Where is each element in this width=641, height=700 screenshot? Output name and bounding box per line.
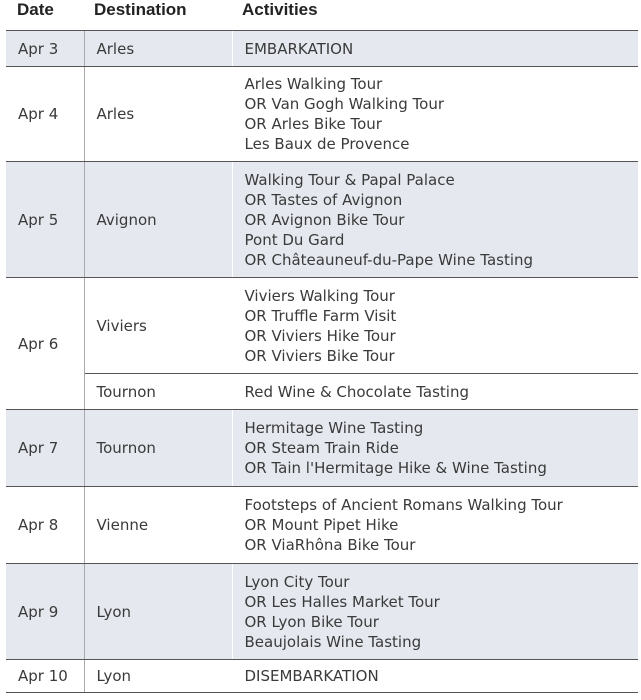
activity-item: OR Van Gogh Walking Tour [244, 95, 445, 113]
activity-item: OR Steam Train Ride [244, 439, 399, 457]
activities-cell [232, 410, 638, 487]
activities-cell [232, 67, 638, 162]
destination-column-header: Destination [84, 0, 232, 31]
itinerary-table [6, 0, 638, 693]
destination-cell: Lyon [84, 564, 232, 660]
date-cell: Apr 8 [6, 487, 84, 564]
table-row [6, 31, 638, 67]
table-row [6, 374, 638, 410]
date-cell: Apr 7 [6, 410, 84, 487]
activities-cell [232, 487, 638, 564]
activity-item: Footsteps of Ancient Romans Walking Tour [244, 496, 563, 514]
activity-item: OR Lyon Bike Tour [244, 612, 379, 631]
activity-item: OR Les Halles Market Tour [244, 592, 440, 611]
table-row [6, 564, 638, 660]
activity-item: OR Viviers Bike Tour [244, 346, 395, 365]
destination-cell: Vienne [84, 487, 232, 564]
destination-cell: Arles [84, 67, 232, 162]
table-row [6, 162, 638, 278]
activity-item: OR Avignon Bike Tour [244, 210, 405, 229]
activity-item: OR Arles Bike Tour [244, 115, 382, 133]
activity-item: Walking Tour & Papal Palace [244, 170, 455, 189]
activities-cell [232, 31, 638, 67]
activity-item: OR Tastes of Avignon [244, 190, 403, 209]
date-cell: Apr 3 [6, 31, 84, 67]
activity-item: Red Wine & Chocolate Tasting [244, 382, 469, 401]
destination-cell: Arles [84, 31, 232, 67]
activity-item: OR Truffle Farm Visit [244, 306, 397, 325]
activity-item: Hermitage Wine Tasting [244, 419, 424, 437]
destination-cell: Tournon [84, 410, 232, 487]
table-row [6, 410, 638, 487]
activity-item: OR Tain l'Hermitage Hike & Wine Tasting [244, 459, 547, 477]
activity-item: Lyon City Tour [244, 572, 350, 591]
activities-cell [232, 660, 638, 693]
activity-item: OR ViaRhôna Bike Tour [244, 536, 416, 554]
destination-cell: Lyon [84, 660, 232, 693]
date-cell: Apr 10 [6, 660, 84, 693]
activities-column-header: Activities [232, 0, 638, 31]
date-cell: Apr 4 [6, 67, 84, 162]
activity-item: DISEMBARKATION [244, 667, 379, 685]
activity-item: Pont Du Gard [244, 230, 345, 249]
activity-item: Viviers Walking Tour [244, 286, 395, 305]
activities-cell [232, 374, 638, 410]
activity-item: OR Châteauneuf-du-Pape Wine Tasting [244, 250, 534, 269]
table-row [6, 660, 638, 693]
header-row [6, 0, 638, 31]
destination-cell: Viviers [84, 278, 232, 374]
activity-item: EMBARKATION [244, 39, 354, 58]
table-row [6, 278, 638, 374]
activity-item: OR Viviers Hike Tour [244, 326, 396, 345]
activity-item: Beaujolais Wine Tasting [244, 632, 422, 651]
table-row [6, 67, 638, 162]
activity-item: OR Mount Pipet Hike [244, 516, 399, 534]
activity-item: Arles Walking Tour [244, 75, 383, 93]
activities-cell [232, 278, 638, 374]
activity-item: Les Baux de Provence [244, 135, 410, 153]
table-row [6, 487, 638, 564]
date-column-header: Date [6, 0, 84, 31]
date-cell: Apr 5 [6, 162, 84, 278]
date-cell: Apr 6 [6, 278, 84, 410]
destination-cell: Tournon [84, 374, 232, 410]
activities-cell [232, 564, 638, 660]
activities-cell [232, 162, 638, 278]
destination-cell: Avignon [84, 162, 232, 278]
date-cell: Apr 9 [6, 564, 84, 660]
